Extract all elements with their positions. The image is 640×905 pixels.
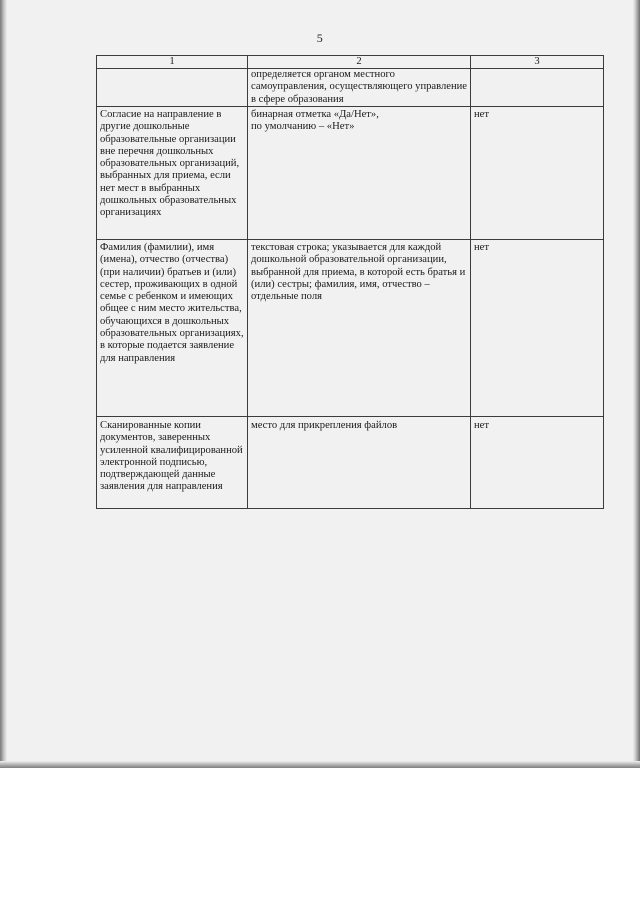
value-description-cell: бинарная отметка «Да/Нет», по умолчанию – «Нет»: [248, 107, 471, 240]
scan-right-edge-shadow: [633, 0, 640, 768]
field-name-cell: Сканированные копии документов, заверенных усиленной квалифицированной электронной подписью, подтверждающей данные заявления для направления: [97, 417, 248, 509]
field-name-cell: Согласие на направление в другие дошкольные образовательные организации вне перечня дошкольных образовательных организаций, выбранных для приема, если нет мест в выбранных дошкольных образовательных организациях: [97, 107, 248, 240]
value-description-cell: определяется органом местного самоуправления, осуществляющего управление в сфере образования: [248, 69, 471, 107]
table-row: [97, 107, 604, 240]
table-row: [97, 240, 604, 417]
required-cell: [471, 69, 604, 107]
value-description-cell: место для прикрепления файлов: [248, 417, 471, 509]
scan-bottom-edge-shadow: [0, 761, 640, 768]
required-cell: нет: [471, 417, 604, 509]
column-header-2: 2: [248, 56, 471, 69]
table-row: [97, 69, 604, 107]
table-row: [97, 417, 604, 509]
value-description-cell: текстовая строка; указывается для каждой дошкольной образовательной организации, выбранной для приема, в которой есть братья и (или) сестры; фамилия, имя, отчество – отдельные поля: [248, 240, 471, 417]
requirements-table: [96, 55, 604, 509]
field-name-cell: Фамилия (фамилии), имя (имена), отчество (отчества) (при наличии) братьев и (или) сестер, проживающих в одной семье с ребенком и имеющих общее с ним место жительства, обучающихся в дошкольных образовательных организациях, в которые подается заявление для направления: [97, 240, 248, 417]
page-number: 5: [316, 31, 324, 45]
field-name-cell: [97, 69, 248, 107]
column-header-1: 1: [97, 56, 248, 69]
required-cell: нет: [471, 107, 604, 240]
scan-left-edge-shadow: [0, 0, 7, 768]
column-header-3: 3: [471, 56, 604, 69]
table-header-row: [97, 56, 604, 69]
required-cell: нет: [471, 240, 604, 417]
